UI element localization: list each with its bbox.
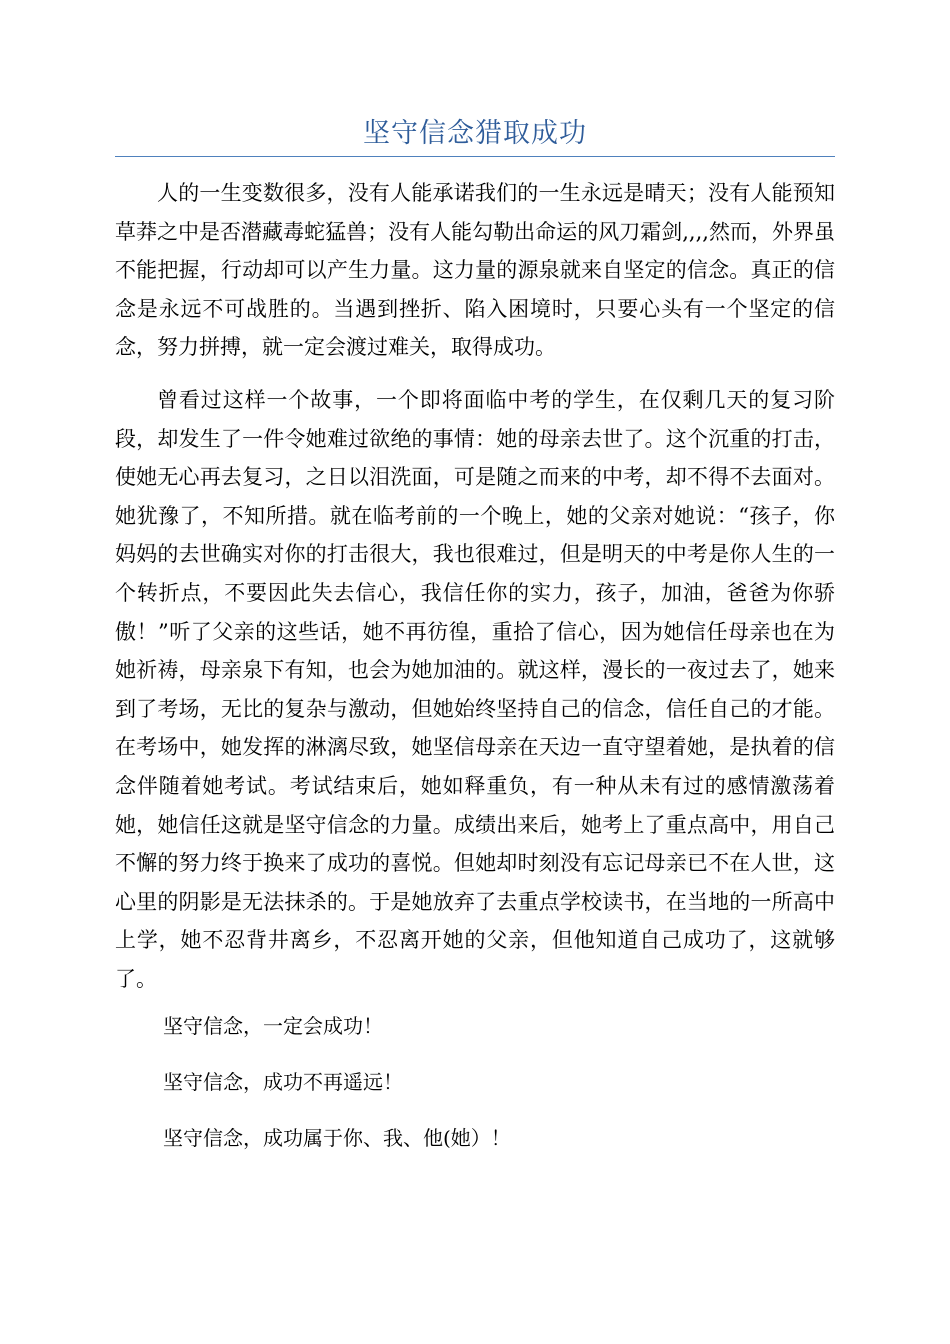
closing-line-2-wrap [163,1069,403,1095]
page-title: 坚守信念猎取成功 [363,118,587,149]
closing-line-1: 坚守信念，一定会成功！ [163,1014,383,1038]
closing-line-3: 坚守信念，成功属于你、我、他(她）！ [163,1126,511,1150]
closing-line-3-wrap [163,1125,511,1151]
paragraph-story: 曾看过这样一个故事，一个即将面临中考的学生，在仅剩几天的复习阶段，却发生了一件令她难过欲绝的事情：她的母亲去世了。这个沉重的打击，使她无心再去复习，之日以泪洗面，可是随之而来的中考，却不得不去面对。她犹豫了，不知所措。就在临考前的一个晚上，她的父亲对她说：“孩子，你妈妈的去世确实对你的打击很大，我也很难过，但是明天的中考是你人生的一个转折点，不要因此失去信心，我信任你的实力，孩子，加油，爸爸为你骄傲！”听了父亲的这些话，她不再彷徨，重拾了信心，因为她信任母亲也在为她祈祷，母亲泉下有知，也会为她加油的。就这样，漫长的一夜过去了，她来到了考场，无比的复杂与激动，但她始终坚持自己的信念，信任自己的才能。在考场中，她发挥的淋漓尽致，她坚信母亲在天边一直守望着她，是执着的信念伴随着她考试。考试结束后，她如释重负，有一种从未有过的感情激荡着她，她信任这就是坚守信念的力量。成绩出来后，她考上了重点高中，用自己不懈的努力终于换来了成功的喜悦。但她却时刻没有忘记母亲已不在人世，这心里的阴影是无法抹杀的。于是她放弃了去重点学校读书，在当地的一所高中上学，她不忍背井离乡，不忍离开她的父亲，但他知道自己成功了，这就够了。 [115,387,835,991]
title-block [115,112,835,157]
closing-line-1-wrap [163,1013,383,1039]
paragraph-intro: 人的一生变数很多，没有人能承诺我们的一生永远是晴天；没有人能预知草莽之中是否潜藏毒蛇猛兽；没有人能勾勒出命运的风刀霜剑,,,,然而，外界虽不能把握，行动却可以产生力量。这力量的源泉就来自坚定的信念。真正的信念是永远不可战胜的。当遇到挫折、陷入困境时，只要心头有一个坚定的信念，努力拼搏，就一定会渡过难关，取得成功。 [115,181,835,360]
body-text [115,174,835,1012]
closing-line-2: 坚守信念，成功不再遥远！ [163,1070,403,1094]
